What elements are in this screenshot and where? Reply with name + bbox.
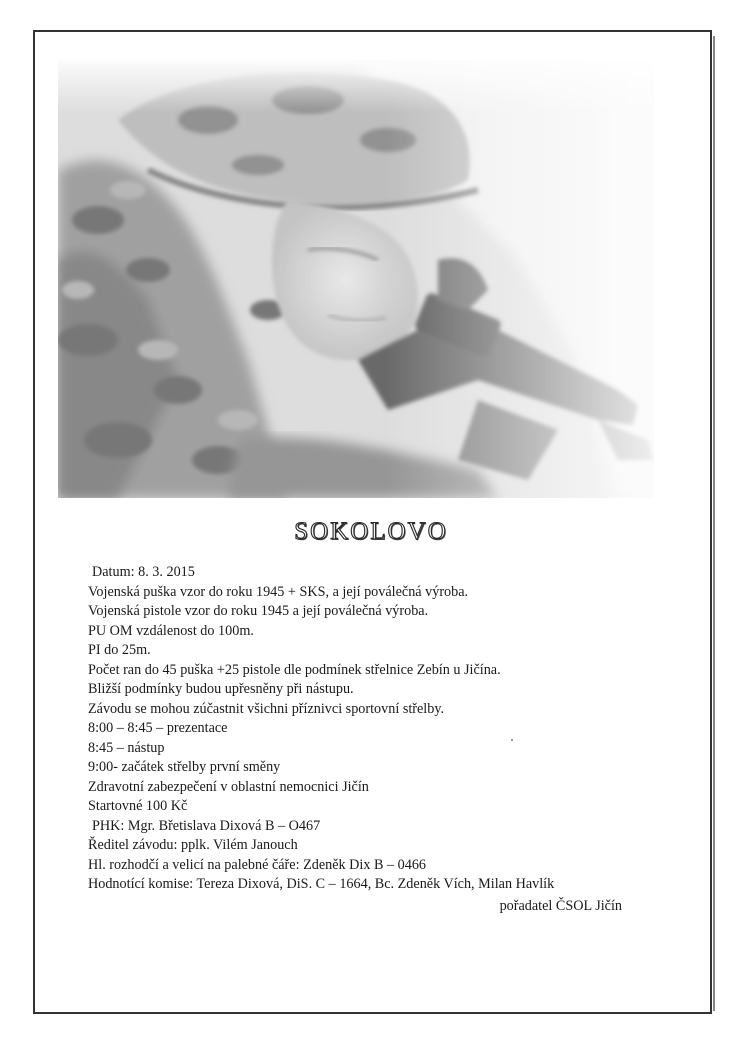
detail-line-conditions: Bližší podmínky budou upřesněny při nástupu. <box>88 681 354 697</box>
detail-line-start: 9:00- začátek střelby první směny <box>88 759 281 775</box>
detail-line-chief-judge: Hl. rozhodčí a velicí na palebné čáře: Zdeněk Dix B – 0466 <box>88 856 427 873</box>
scan-speck <box>511 739 513 741</box>
event-details-list <box>88 563 648 895</box>
detail-line-lineup: 8:45 – nástup <box>88 739 165 756</box>
detail-line-fee: Startovné 100 Kč <box>88 798 188 814</box>
detail-line-phk: PHK: Mgr. Břetislava Dixová B – O467 <box>92 817 321 834</box>
organizer-signature: pořadatel ČSOL Jičín <box>499 898 622 914</box>
detail-line-rifle: Vojenská puška vzor do roku 1945 + SKS, a její poválečná výroba. <box>88 583 469 600</box>
detail-line-director: Ředitel závodu: pplk. Vilém Janouch <box>88 837 298 853</box>
detail-line-pistol: Vojenská pistole vzor do roku 1945 a její poválečná výroba. <box>88 603 429 619</box>
soldier-aiming-rifle-photo <box>58 60 654 498</box>
page-title: SOKOLOVO <box>294 518 448 545</box>
detail-line-shot-count: Počet ran do 45 puška +25 pistole dle podmínek střelnice Zebín u Jičína. <box>88 661 501 678</box>
detail-line-pi: PI do 25m. <box>88 642 151 658</box>
detail-line-registration: 8:00 – 8:45 – prezentace <box>88 720 228 736</box>
detail-line-date: Datum: 8. 3. 2015 <box>92 564 195 580</box>
detail-line-medical: Zdravotní zabezpečení v oblastní nemocnici Jičín <box>88 778 369 795</box>
detail-line-pu-om: PU OM vzdálenost do 100m. <box>88 622 254 639</box>
detail-line-participants: Závodu se mohou zúčastnit všichni příznivci sportovní střelby. <box>88 700 445 717</box>
detail-line-committee: Hodnotící komise: Tereza Dixová, DiS. C – 1664, Bc. Zdeněk Vích, Milan Havlík <box>88 876 555 892</box>
